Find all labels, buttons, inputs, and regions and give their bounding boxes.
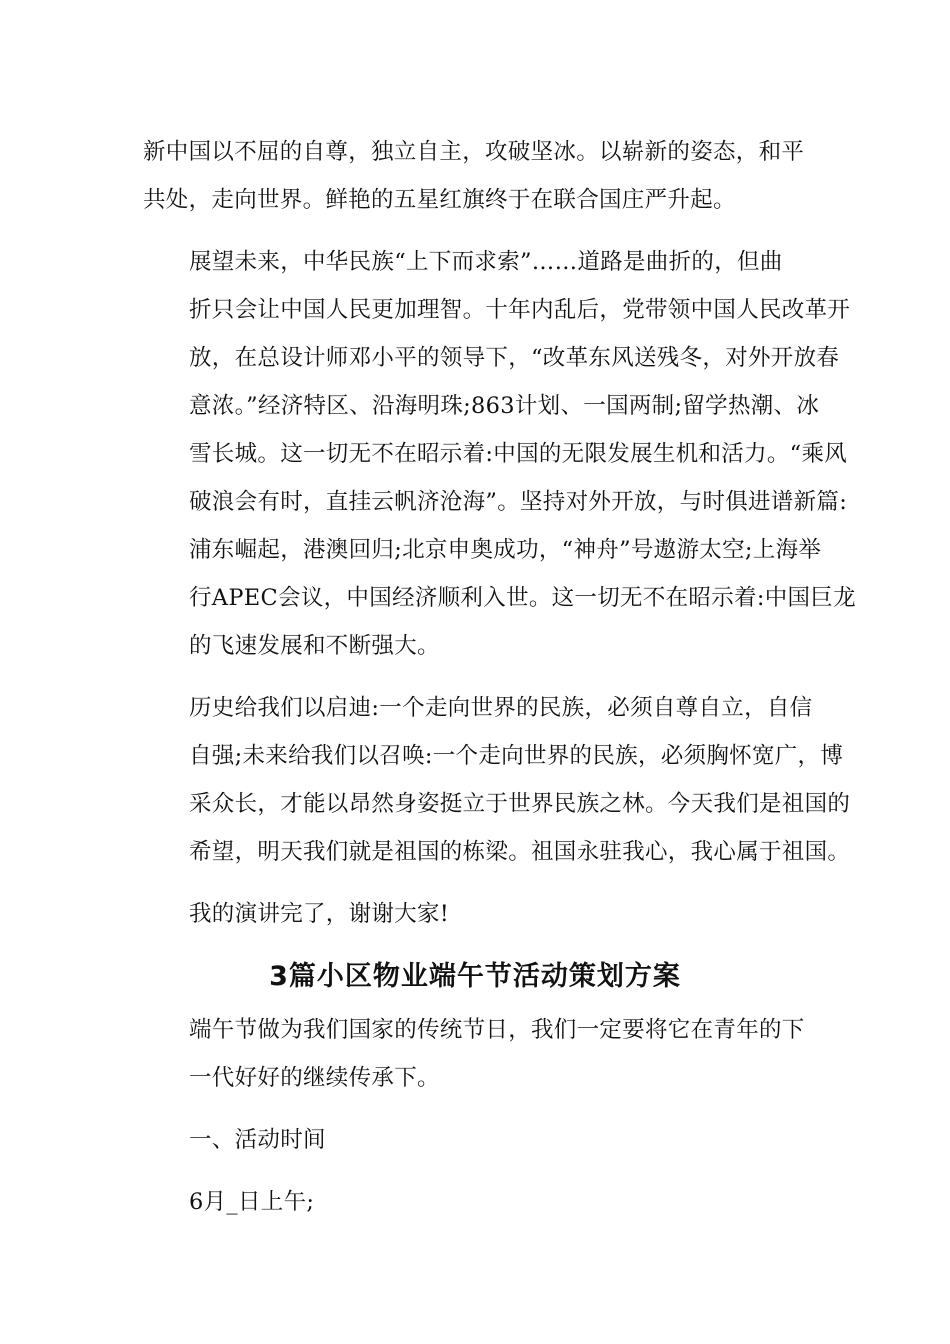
plan-section: [143, 1006, 807, 1226]
text-line: 自强;未来给我们以召唤:一个走向世界的民族，必须胸怀宽广，博: [189, 743, 844, 769]
text-line: 展望未来，中华民族“上下而求索”……道路是曲折的，但曲: [189, 249, 783, 275]
paragraph: [143, 1116, 807, 1164]
paragraph: [143, 890, 807, 938]
text-line: 雪长城。这一切无不在昭示着:中国的无限发展生机和活力。“乘风: [189, 441, 848, 467]
text-line: 意浓。”经济特区、沿海明珠;863计划、一国两制;留学热潮、冰: [189, 393, 820, 419]
paragraph: [143, 1178, 807, 1226]
speech-section: [143, 128, 856, 938]
text-line: 端午节做为我们国家的传统节日，我们一定要将它在青年的下: [189, 1017, 805, 1043]
text-line: 希望，明天我们就是祖国的栋梁。祖国永驻我心，我心属于祖国。: [189, 839, 851, 865]
text-line: 历史给我们以启迪:一个走向世界的民族，必须自尊自立，自信: [189, 695, 813, 721]
text-line: 一代好好的继续传承下。: [189, 1065, 440, 1091]
text-line: 放，在总设计师邓小平的领导下，“改革东风送残冬，对外开放春: [189, 345, 840, 371]
text-line: 采众长，才能以昂然身姿挺立于世界民族之林。今天我们是祖国的: [189, 791, 851, 817]
text-line: 行APEC会议，中国经济顺利入世。这一切无不在昭示着:中国巨龙: [189, 585, 856, 611]
text-line: 新中国以不屈的自尊，独立自主，攻破坚冰。以崭新的姿态，和平: [143, 139, 805, 165]
text-line: 6月_日上午;: [189, 1189, 315, 1215]
text-line: 我的演讲完了，谢谢大家!: [189, 901, 450, 927]
paragraph: [143, 238, 856, 670]
paragraph: [143, 684, 851, 876]
paragraph: [143, 128, 807, 224]
text-line: 一、活动时间: [189, 1127, 326, 1153]
text-line: 破浪会有时，直挂云帆济沧海”。坚持对外开放，与时俱进谱新篇:: [189, 489, 848, 515]
text-line: 浦东崛起，港澳回归;北京申奥成功，“神舟”号遨游太空;上海举: [189, 537, 822, 563]
paragraph: [143, 1006, 807, 1102]
text-line: 共处，走向世界。鲜艳的五星红旗终于在联合国庄严升起。: [143, 187, 736, 213]
document-page: [143, 128, 856, 1240]
section-heading: 3篇小区物业端午节活动策划方案: [269, 961, 681, 992]
text-line: 折只会让中国人民更加理智。十年内乱后，党带领中国人民改革开: [189, 297, 851, 323]
text-line: 的飞速发展和不断强大。: [189, 633, 440, 659]
